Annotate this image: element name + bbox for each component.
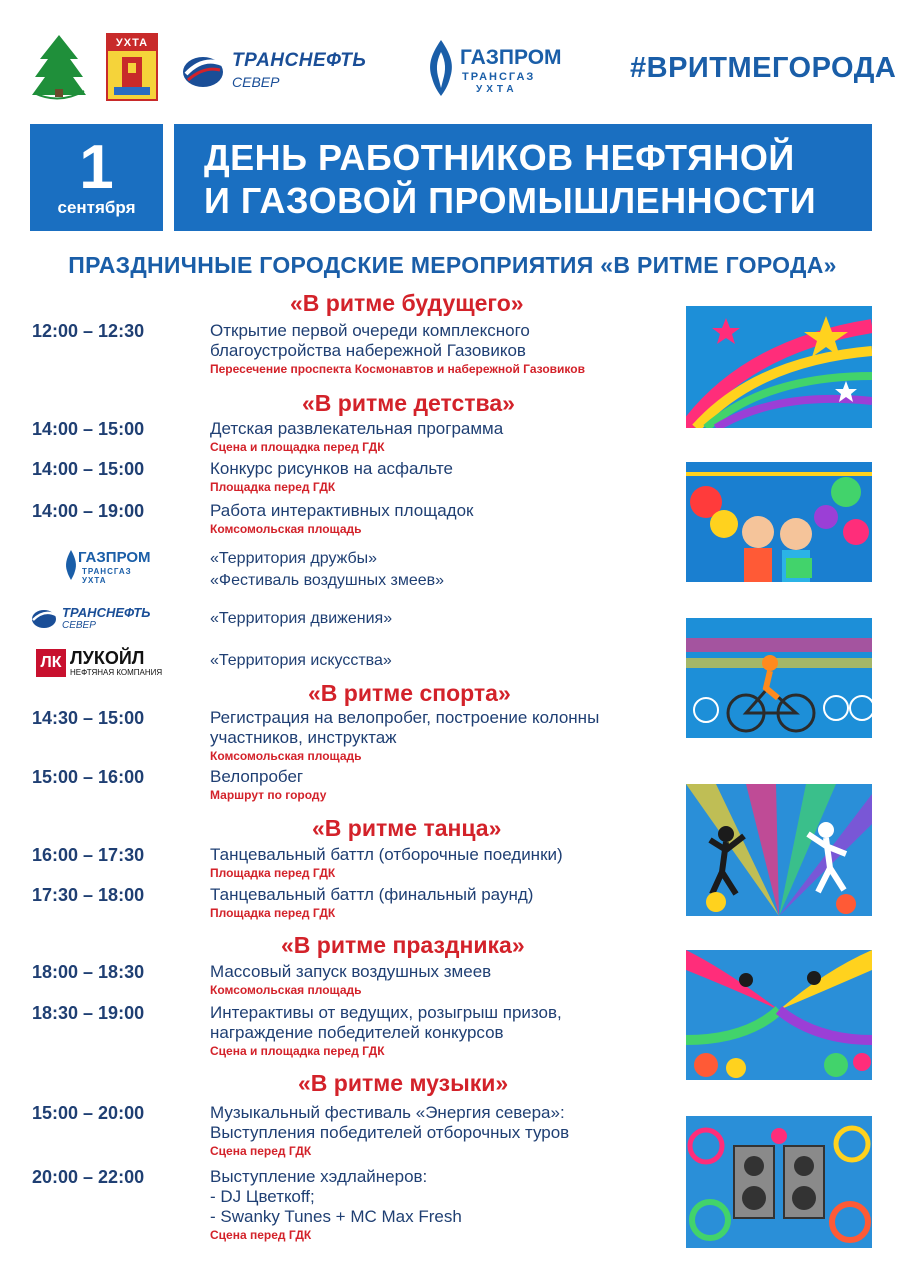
partner-logo-transneft (30, 603, 180, 633)
section-heading-music: «В ритме музыки» (298, 1070, 509, 1096)
future-stars-image (686, 306, 872, 428)
lukoil-name: ЛУКОЙЛ (70, 648, 145, 668)
event-description (210, 459, 670, 496)
section-heading-future: «В ритме будущего» (290, 290, 524, 316)
event-title-line: благоустройства набережной Газовиков (210, 341, 526, 360)
mini-transneft-name: ТРАНСНЕФТЬ (62, 605, 151, 620)
event-time: 18:00 – 18:30 (32, 962, 145, 982)
gazprom-name: ГАЗПРОМ (460, 46, 562, 69)
event-time: 16:00 – 17:30 (32, 845, 145, 865)
title-line-2: И ГАЗОВОЙ ПРОМЫШЛЕННОСТИ (204, 180, 817, 221)
event-title-line: Танцевальный баттл (финальный раунд) (210, 885, 534, 904)
event-time: 14:00 – 15:00 (32, 419, 145, 439)
event-time: 14:00 – 19:00 (32, 501, 145, 521)
event-title-line: Музыкальный фестиваль «Энергия севера»: (210, 1103, 565, 1122)
event-time: 14:00 – 15:00 (32, 459, 145, 479)
event-title-line: - Swanky Tunes + MC Max Fresh (210, 1207, 462, 1226)
event-title-line: Работа интерактивных площадок (210, 501, 474, 520)
event-title-line: Велопробег (210, 767, 304, 786)
music-speakers-image (686, 1116, 872, 1248)
event-time: 18:30 – 19:00 (32, 1003, 145, 1023)
gazprom-sub: ТРАНСГАЗ (462, 71, 536, 83)
partner-logo-gazprom (64, 545, 154, 585)
event-place: Маршрут по городу (210, 788, 327, 802)
event-description (210, 321, 670, 378)
event-time: 20:00 – 22:00 (32, 1167, 145, 1187)
event-description (210, 708, 670, 765)
event-place: Сцена и площадка перед ГДК (210, 1044, 385, 1058)
section-heading-holiday: «В ритме праздника» (281, 932, 525, 958)
date-day: 1 (79, 133, 114, 202)
event-time: 15:00 – 16:00 (32, 767, 145, 787)
gas-flame-icon (424, 38, 458, 98)
gazprom-sub2: УХТА (476, 84, 518, 95)
transneft-logo (180, 50, 410, 94)
event-title-line: Конкурс рисунков на асфальте (210, 459, 453, 478)
dancers-image (686, 784, 872, 916)
date-month: сентября (57, 198, 136, 217)
event-time: 15:00 – 20:00 (32, 1103, 145, 1123)
event-place: Сцена перед ГДК (210, 1228, 312, 1242)
event-time: 17:30 – 18:00 (32, 885, 145, 905)
event-description (210, 1103, 670, 1160)
event-description (210, 501, 670, 538)
event-title-line: награждение победителей конкурсов (210, 1023, 504, 1042)
cyclists-image (686, 618, 872, 738)
section-heading-dance: «В ритме танца» (312, 815, 502, 841)
event-title-line: Танцевальный баттл (отборочные поединки) (210, 845, 563, 864)
partner-transneft-activity: «Территория движения» (210, 610, 393, 627)
event-description (210, 962, 670, 999)
event-place: Сцена и площадка перед ГДК (210, 440, 385, 454)
event-place: Пересечение проспекта Космонавтов и набережной Газовиков (210, 362, 585, 376)
partner-activity: «Фестиваль воздушных змеев» (210, 572, 445, 589)
event-place: Площадка перед ГДК (210, 480, 336, 494)
event-place: Комсомольская площадь (210, 983, 362, 997)
section-heading-childhood: «В ритме детства» (302, 390, 515, 416)
mini-gazprom-name: ГАЗПРОМ (78, 549, 151, 566)
event-title-line: участников, инструктаж (210, 728, 397, 747)
event-description (210, 419, 670, 456)
lukoil-sub: НЕФТЯНАЯ КОМПАНИЯ (70, 668, 163, 677)
gas-flame-icon (64, 549, 78, 581)
event-time: 12:00 – 12:30 (32, 321, 145, 341)
transneft-name: ТРАНСНЕФТЬ (232, 50, 367, 71)
event-title-line: Детская развлекательная программа (210, 419, 504, 438)
event-description (210, 1167, 670, 1244)
event-title-line: Интерактивы от ведущих, розыгрыш призов, (210, 1003, 562, 1022)
lukoil-mark-icon: ЛК (36, 649, 66, 677)
gazprom-transgaz-logo (424, 38, 562, 100)
event-title-line: Регистрация на велопробег, построение колонны (210, 708, 600, 727)
event-title-line: Открытие первой очереди комплексного (210, 321, 530, 340)
section-heading-sport: «В ритме спорта» (308, 680, 511, 706)
date-box (30, 124, 163, 231)
event-description (210, 767, 670, 804)
spruce-emblem-logo (30, 33, 88, 103)
event-title-line: Выступления победителей отборочных туров (210, 1123, 570, 1142)
mini-transneft-sub: СЕВЕР (62, 620, 96, 631)
event-title-line: Выступление хэдлайнеров: (210, 1167, 428, 1186)
event-place: Площадка перед ГДК (210, 866, 336, 880)
celebration-image (686, 950, 872, 1080)
title-line-1: ДЕНЬ РАБОТНИКОВ НЕФТЯНОЙ (204, 137, 795, 178)
mini-gazprom-sub: ТРАНСГАЗ УХТА (82, 567, 132, 585)
hashtag: #ВРИТМЕГОРОДА (630, 52, 897, 84)
event-place: Комсомольская площадь (210, 749, 362, 763)
title-box (174, 124, 872, 231)
partner-activity: «Территория дружбы» (210, 550, 378, 567)
event-title-line: - DJ Цветкoff; (210, 1187, 315, 1206)
page-subtitle: ПРАЗДНИЧНЫЕ ГОРОДСКИЕ МЕРОПРИЯТИЯ «В РИТМЕ ГОРОДА» (68, 252, 837, 278)
event-title-line: Массовый запуск воздушных змеев (210, 962, 492, 981)
children-balloons-image (686, 462, 872, 582)
transneft-emblem-icon (180, 50, 226, 90)
event-time: 14:30 – 15:00 (32, 708, 145, 728)
partner-gazprom-activities (210, 548, 444, 592)
partner-lukoil-activity: «Территория искусства» (210, 652, 392, 669)
event-place: Сцена перед ГДК (210, 1144, 312, 1158)
ukhta-coat-of-arms-logo (106, 33, 158, 101)
transneft-emblem-icon (30, 607, 58, 629)
event-description (210, 1003, 670, 1060)
ukhta-logo-title: УХТА (108, 35, 156, 51)
partner-logo-lukoil (36, 647, 166, 681)
event-place: Площадка перед ГДК (210, 906, 336, 920)
transneft-sub: СЕВЕР (232, 74, 280, 90)
event-description (210, 845, 670, 882)
event-place: Комсомольская площадь (210, 522, 362, 536)
event-description (210, 885, 670, 922)
